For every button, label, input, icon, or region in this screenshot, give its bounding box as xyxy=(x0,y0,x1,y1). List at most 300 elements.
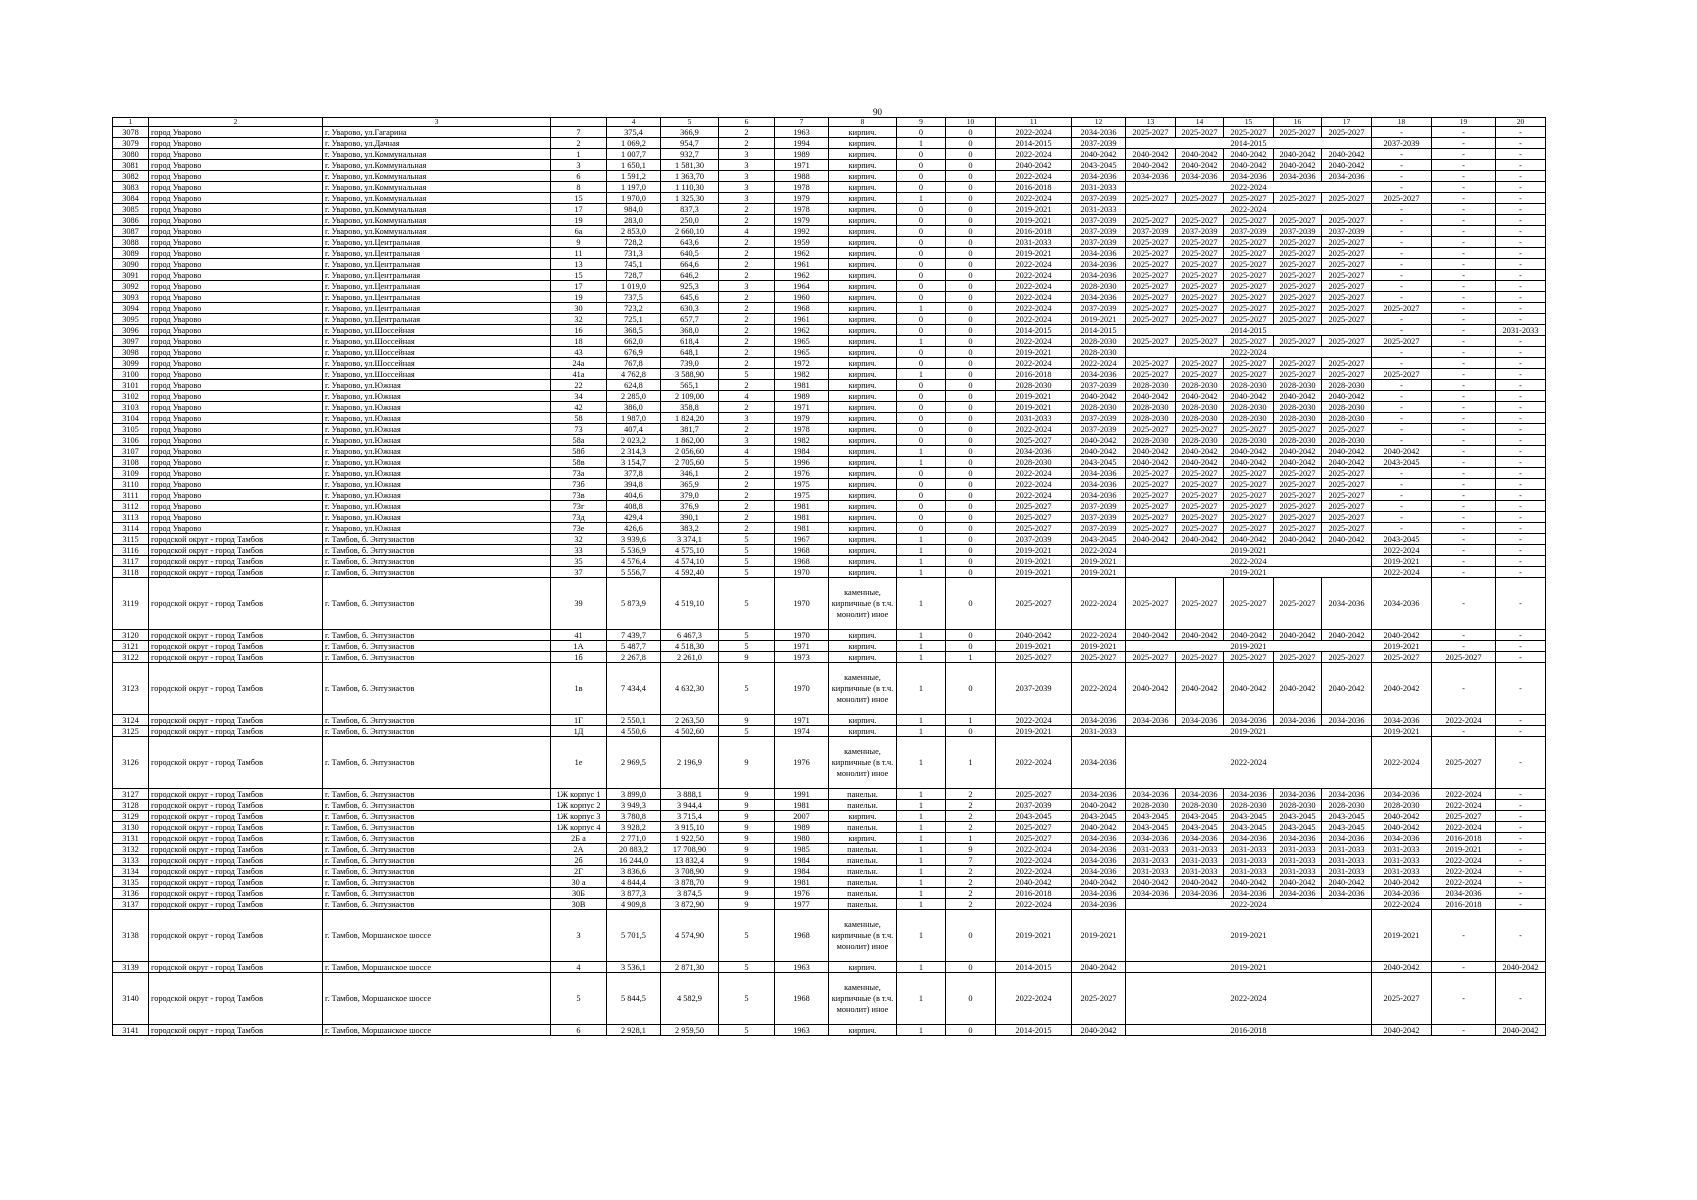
col9-cell: 1 xyxy=(897,303,946,314)
col9-cell: 0 xyxy=(897,402,946,413)
col11-period-cell: 2025-2027 xyxy=(996,652,1072,663)
col15-period-cell: 2025-2027 xyxy=(1224,578,1274,630)
floors-cell: 2 xyxy=(719,325,775,336)
col14-period-cell: 2040-2042 xyxy=(1176,391,1224,402)
total-area-cell: 676,9 xyxy=(607,347,661,358)
total-area-cell: 408,8 xyxy=(607,501,661,512)
house-number-cell: 13 xyxy=(551,259,607,270)
municipality-cell: городской округ - город Тамбов xyxy=(149,910,323,962)
address-cell: г. Тамбов, б. Энтузиастов xyxy=(323,545,551,556)
col11-period-cell: 2043-2045 xyxy=(996,811,1072,822)
row-number-cell: 3086 xyxy=(113,215,149,226)
house-number-cell: 15 xyxy=(551,193,607,204)
col11-period-cell: 2022-2024 xyxy=(996,314,1072,325)
total-area-cell: 1 019,0 xyxy=(607,281,661,292)
col19-period-cell: - xyxy=(1432,512,1496,523)
total-area-cell: 386,0 xyxy=(607,402,661,413)
total-area-cell: 2 285,0 xyxy=(607,391,661,402)
floors-cell: 9 xyxy=(719,866,775,877)
row-number-cell: 3129 xyxy=(113,811,149,822)
col20-period-cell: - xyxy=(1496,457,1546,468)
col19-period-cell: - xyxy=(1432,336,1496,347)
wall-material-cell: кирпич. xyxy=(829,325,897,336)
year-built-cell: 1992 xyxy=(775,226,829,237)
col9-cell: 1 xyxy=(897,822,946,833)
col15-period-cell: 2028-2030 xyxy=(1224,402,1274,413)
floors-cell: 5 xyxy=(719,1025,775,1036)
address-cell: г. Уварово, ул.Центральная xyxy=(323,281,551,292)
total-area-cell: 2 928,1 xyxy=(607,1025,661,1036)
column-header-5: 5 xyxy=(661,118,719,127)
living-area-cell: 3 715,4 xyxy=(661,811,719,822)
col12-period-cell: 2037-2039 xyxy=(1072,413,1126,424)
table-row xyxy=(113,855,1546,866)
table-row xyxy=(113,833,1546,844)
table-row xyxy=(113,556,1546,567)
row-number-cell: 3102 xyxy=(113,391,149,402)
living-area-cell: 932,7 xyxy=(661,149,719,160)
col14-period-cell: 2028-2030 xyxy=(1176,402,1224,413)
col18-period-cell: 2034-2036 xyxy=(1372,789,1432,800)
col10-cell: 0 xyxy=(946,523,996,534)
col20-period-cell: - xyxy=(1496,259,1546,270)
col15-period-cell: 2025-2027 xyxy=(1224,652,1274,663)
col18-period-cell: 2019-2021 xyxy=(1372,726,1432,737)
municipality-cell: городской округ - город Тамбов xyxy=(149,973,323,1025)
total-area-cell: 394,8 xyxy=(607,479,661,490)
col18-period-cell: 2034-2036 xyxy=(1372,888,1432,899)
col12-period-cell: 2040-2042 xyxy=(1072,149,1126,160)
col9-cell: 1 xyxy=(897,1025,946,1036)
col16-period-cell: 2025-2027 xyxy=(1274,127,1322,138)
col10-cell: 2 xyxy=(946,811,996,822)
col10-cell: 2 xyxy=(946,899,996,910)
col9-cell: 1 xyxy=(897,899,946,910)
address-cell: г. Уварово, ул.Коммунальная xyxy=(323,204,551,215)
total-area-cell: 4 576,4 xyxy=(607,556,661,567)
col17-period-cell: 2025-2027 xyxy=(1322,259,1372,270)
year-built-cell: 1963 xyxy=(775,127,829,138)
col11-period-cell: 2022-2024 xyxy=(996,281,1072,292)
house-number-cell: 30Б xyxy=(551,888,607,899)
col20-period-cell: - xyxy=(1496,138,1546,149)
col20-period-cell: - xyxy=(1496,347,1546,358)
year-built-cell: 1996 xyxy=(775,457,829,468)
col14-period-cell: 2025-2027 xyxy=(1176,259,1224,270)
living-area-cell: 739,0 xyxy=(661,358,719,369)
col10-cell: 0 xyxy=(946,193,996,204)
col14-period-cell: 2025-2027 xyxy=(1176,358,1224,369)
living-area-cell: 4 582,9 xyxy=(661,973,719,1025)
year-built-cell: 1984 xyxy=(775,446,829,457)
wall-material-cell: каменные, кирпичные (в т.ч. монолит) иное xyxy=(829,737,897,789)
row-number-cell: 3080 xyxy=(113,149,149,160)
address-cell: г. Тамбов, б. Энтузиастов xyxy=(323,737,551,789)
table-row xyxy=(113,479,1546,490)
total-area-cell: 7 434,4 xyxy=(607,663,661,715)
col11-period-cell: 2016-2018 xyxy=(996,226,1072,237)
col18-period-cell: 2031-2033 xyxy=(1372,866,1432,877)
col16-period-cell: 2043-2045 xyxy=(1274,822,1322,833)
col14-period-cell: 2025-2027 xyxy=(1176,292,1224,303)
col16-period-cell: 2037-2039 xyxy=(1274,226,1322,237)
floors-cell: 5 xyxy=(719,534,775,545)
row-number-cell: 3106 xyxy=(113,435,149,446)
col13-period-cell: 2025-2027 xyxy=(1126,424,1176,435)
address-cell: г. Уварово, ул.Центральная xyxy=(323,259,551,270)
wall-material-cell: панельн. xyxy=(829,899,897,910)
address-cell: г. Уварово, ул.Центральная xyxy=(323,270,551,281)
col19-period-cell: 2025-2027 xyxy=(1432,811,1496,822)
col15-period-cell: 2025-2027 xyxy=(1224,358,1274,369)
col16-period-cell: 2034-2036 xyxy=(1274,833,1322,844)
row-number-cell: 3137 xyxy=(113,899,149,910)
col20-period-cell: - xyxy=(1496,292,1546,303)
col11-period-cell: 2025-2027 xyxy=(996,833,1072,844)
col14-period-cell: 2028-2030 xyxy=(1176,413,1224,424)
wall-material-cell: панельн. xyxy=(829,844,897,855)
row-number-cell: 3139 xyxy=(113,962,149,973)
floors-cell: 5 xyxy=(719,630,775,641)
address-cell: г. Уварово, ул.Шоссейная xyxy=(323,369,551,380)
row-number-cell: 3141 xyxy=(113,1025,149,1036)
col10-cell: 9 xyxy=(946,844,996,855)
address-cell: г. Тамбов, б. Энтузиастов xyxy=(323,877,551,888)
house-number-cell: 22 xyxy=(551,380,607,391)
address-cell: г. Тамбов, б. Энтузиастов xyxy=(323,715,551,726)
col18-period-cell: 2019-2021 xyxy=(1372,910,1432,962)
col17-period-cell: 2025-2027 xyxy=(1322,479,1372,490)
table-row xyxy=(113,127,1546,138)
municipality-cell: город Уварово xyxy=(149,380,323,391)
wall-material-cell: кирпич. xyxy=(829,281,897,292)
municipality-cell: город Уварово xyxy=(149,435,323,446)
col18-period-cell: - xyxy=(1372,435,1432,446)
address-cell: г. Тамбов, б. Энтузиастов xyxy=(323,556,551,567)
col11-period-cell: 2014-2015 xyxy=(996,962,1072,973)
address-cell: г. Уварово, ул.Центральная xyxy=(323,303,551,314)
col15-period-cell: 2025-2027 xyxy=(1224,259,1274,270)
col9-cell: 0 xyxy=(897,391,946,402)
col20-period-cell: - xyxy=(1496,358,1546,369)
house-number-cell: 1 xyxy=(551,149,607,160)
col15-period-cell: 2025-2027 xyxy=(1224,523,1274,534)
col16-period-cell: 2025-2027 xyxy=(1274,468,1322,479)
floors-cell: 3 xyxy=(719,193,775,204)
col10-cell: 0 xyxy=(946,127,996,138)
col18-period-cell: - xyxy=(1372,182,1432,193)
living-area-cell: 3 874,5 xyxy=(661,888,719,899)
col15-period-cell: 2025-2027 xyxy=(1224,424,1274,435)
col9-cell: 0 xyxy=(897,160,946,171)
floors-cell: 2 xyxy=(719,490,775,501)
col20-period-cell: - xyxy=(1496,973,1546,1025)
year-built-cell: 1976 xyxy=(775,468,829,479)
house-number-cell: 58в xyxy=(551,457,607,468)
col12-period-cell: 2022-2024 xyxy=(1072,578,1126,630)
municipality-cell: городской округ - город Тамбов xyxy=(149,844,323,855)
col17-period-cell: 2031-2033 xyxy=(1322,844,1372,855)
row-number-cell: 3130 xyxy=(113,822,149,833)
table-row xyxy=(113,910,1546,962)
total-area-cell: 725,1 xyxy=(607,314,661,325)
table-row xyxy=(113,303,1546,314)
municipality-cell: город Уварово xyxy=(149,501,323,512)
col13-17-merged-period-cell: 2022-2024 xyxy=(1126,347,1372,358)
col19-period-cell: - xyxy=(1432,369,1496,380)
col11-period-cell: 2022-2024 xyxy=(996,171,1072,182)
col20-period-cell: - xyxy=(1496,226,1546,237)
col20-period-cell: - xyxy=(1496,844,1546,855)
living-area-cell: 1 824,20 xyxy=(661,413,719,424)
col19-period-cell: - xyxy=(1432,663,1496,715)
wall-material-cell: кирпич. xyxy=(829,226,897,237)
address-cell: г. Уварово, ул.Коммунальная xyxy=(323,193,551,204)
col11-period-cell: 2022-2024 xyxy=(996,899,1072,910)
municipality-cell: город Уварово xyxy=(149,204,323,215)
col9-cell: 1 xyxy=(897,630,946,641)
year-built-cell: 1982 xyxy=(775,435,829,446)
row-number-cell: 3089 xyxy=(113,248,149,259)
col14-period-cell: 2025-2027 xyxy=(1176,215,1224,226)
row-number-cell: 3098 xyxy=(113,347,149,358)
col12-period-cell: 2034-2036 xyxy=(1072,866,1126,877)
col11-period-cell: 2016-2018 xyxy=(996,369,1072,380)
col13-period-cell: 2025-2027 xyxy=(1126,270,1176,281)
col15-period-cell: 2040-2042 xyxy=(1224,149,1274,160)
floors-cell: 2 xyxy=(719,523,775,534)
col15-period-cell: 2025-2027 xyxy=(1224,292,1274,303)
col16-period-cell: 2025-2027 xyxy=(1274,259,1322,270)
year-built-cell: 1965 xyxy=(775,336,829,347)
row-number-cell: 3111 xyxy=(113,490,149,501)
address-cell: г. Тамбов, б. Энтузиастов xyxy=(323,726,551,737)
col11-period-cell: 2022-2024 xyxy=(996,844,1072,855)
row-number-cell: 3081 xyxy=(113,160,149,171)
row-number-cell: 3090 xyxy=(113,259,149,270)
table-row xyxy=(113,369,1546,380)
wall-material-cell: кирпич. xyxy=(829,336,897,347)
col10-cell: 0 xyxy=(946,468,996,479)
wall-material-cell: кирпич. xyxy=(829,193,897,204)
address-cell: г. Уварово, ул.Южная xyxy=(323,479,551,490)
col18-period-cell: - xyxy=(1372,490,1432,501)
col10-cell: 0 xyxy=(946,380,996,391)
total-area-cell: 4 909,8 xyxy=(607,899,661,910)
col18-period-cell: 2040-2042 xyxy=(1372,811,1432,822)
table-row xyxy=(113,193,1546,204)
total-area-cell: 3 949,3 xyxy=(607,800,661,811)
total-area-cell: 2 267,8 xyxy=(607,652,661,663)
year-built-cell: 1961 xyxy=(775,314,829,325)
address-cell: г. Тамбов, б. Энтузиастов xyxy=(323,652,551,663)
col13-period-cell: 2025-2027 xyxy=(1126,468,1176,479)
row-number-cell: 3092 xyxy=(113,281,149,292)
living-area-cell: 646,2 xyxy=(661,270,719,281)
col12-period-cell: 2040-2042 xyxy=(1072,877,1126,888)
total-area-cell: 1 650,1 xyxy=(607,160,661,171)
floors-cell: 5 xyxy=(719,962,775,973)
col11-period-cell: 2014-2015 xyxy=(996,325,1072,336)
municipality-cell: городской округ - город Тамбов xyxy=(149,556,323,567)
total-area-cell: 4 844,4 xyxy=(607,877,661,888)
col11-period-cell: 2022-2024 xyxy=(996,127,1072,138)
col10-cell: 0 xyxy=(946,663,996,715)
col20-period-cell: - xyxy=(1496,215,1546,226)
floors-cell: 9 xyxy=(719,811,775,822)
col17-period-cell: 2034-2036 xyxy=(1322,171,1372,182)
total-area-cell: 4 550,6 xyxy=(607,726,661,737)
living-area-cell: 3 888,1 xyxy=(661,789,719,800)
address-cell: г. Тамбов, б. Энтузиастов xyxy=(323,789,551,800)
table-row xyxy=(113,347,1546,358)
col16-period-cell: 2025-2027 xyxy=(1274,652,1322,663)
living-area-cell: 376,9 xyxy=(661,501,719,512)
floors-cell: 5 xyxy=(719,545,775,556)
col16-period-cell: 2040-2042 xyxy=(1274,446,1322,457)
floors-cell: 2 xyxy=(719,358,775,369)
col10-cell: 0 xyxy=(946,314,996,325)
row-number-cell: 3131 xyxy=(113,833,149,844)
col18-period-cell: - xyxy=(1372,424,1432,435)
col14-period-cell: 2025-2027 xyxy=(1176,193,1224,204)
floors-cell: 5 xyxy=(719,556,775,567)
wall-material-cell: кирпич. xyxy=(829,1025,897,1036)
municipality-cell: город Уварово xyxy=(149,314,323,325)
col10-cell: 0 xyxy=(946,457,996,468)
col19-period-cell: 2022-2024 xyxy=(1432,800,1496,811)
col13-period-cell: 2025-2027 xyxy=(1126,358,1176,369)
col14-period-cell: 2040-2042 xyxy=(1176,446,1224,457)
col11-period-cell: 2022-2024 xyxy=(996,270,1072,281)
col12-period-cell: 2025-2027 xyxy=(1072,652,1126,663)
year-built-cell: 1974 xyxy=(775,726,829,737)
col20-period-cell: - xyxy=(1496,193,1546,204)
address-cell: г. Тамбов, б. Энтузиастов xyxy=(323,534,551,545)
col16-period-cell: 2034-2036 xyxy=(1274,715,1322,726)
year-built-cell: 1978 xyxy=(775,182,829,193)
col14-period-cell: 2037-2039 xyxy=(1176,226,1224,237)
municipality-cell: город Уварово xyxy=(149,193,323,204)
col17-period-cell: 2040-2042 xyxy=(1322,663,1372,715)
col18-period-cell: 2031-2033 xyxy=(1372,844,1432,855)
col12-period-cell: 2034-2036 xyxy=(1072,270,1126,281)
floors-cell: 9 xyxy=(719,737,775,789)
table-row xyxy=(113,663,1546,715)
living-area-cell: 640,5 xyxy=(661,248,719,259)
col18-period-cell: - xyxy=(1372,391,1432,402)
table-row xyxy=(113,800,1546,811)
total-area-cell: 3 899,0 xyxy=(607,789,661,800)
year-built-cell: 1981 xyxy=(775,512,829,523)
address-cell: г. Тамбов, Моршанское шоссе xyxy=(323,1025,551,1036)
col13-17-merged-period-cell: 2014-2015 xyxy=(1126,325,1372,336)
col9-cell: 1 xyxy=(897,641,946,652)
col9-cell: 1 xyxy=(897,457,946,468)
floors-cell: 5 xyxy=(719,726,775,737)
col20-period-cell: - xyxy=(1496,523,1546,534)
floors-cell: 9 xyxy=(719,715,775,726)
col13-17-merged-period-cell: 2022-2024 xyxy=(1126,737,1372,789)
table-row xyxy=(113,457,1546,468)
col19-period-cell: - xyxy=(1432,270,1496,281)
col11-period-cell: 2019-2021 xyxy=(996,910,1072,962)
col13-17-merged-period-cell: 2022-2024 xyxy=(1126,204,1372,215)
wall-material-cell: кирпич. xyxy=(829,314,897,325)
col18-period-cell: 2040-2042 xyxy=(1372,962,1432,973)
house-number-cell: 32 xyxy=(551,314,607,325)
col17-period-cell: 2025-2027 xyxy=(1322,314,1372,325)
wall-material-cell: панельн. xyxy=(829,789,897,800)
year-built-cell: 1981 xyxy=(775,380,829,391)
floors-cell: 5 xyxy=(719,973,775,1025)
col10-cell: 0 xyxy=(946,545,996,556)
wall-material-cell: кирпич. xyxy=(829,501,897,512)
col11-period-cell: 2022-2024 xyxy=(996,193,1072,204)
address-cell: г. Тамбов, б. Энтузиастов xyxy=(323,833,551,844)
col20-period-cell: - xyxy=(1496,149,1546,160)
table-row xyxy=(113,523,1546,534)
col17-period-cell: 2043-2045 xyxy=(1322,811,1372,822)
municipality-cell: городской округ - город Тамбов xyxy=(149,877,323,888)
address-cell: г. Уварово, ул.Коммунальная xyxy=(323,226,551,237)
table-row xyxy=(113,358,1546,369)
col17-period-cell: 2025-2027 xyxy=(1322,292,1372,303)
col18-period-cell: 2043-2045 xyxy=(1372,457,1432,468)
col9-cell: 1 xyxy=(897,866,946,877)
living-area-cell: 2 196,9 xyxy=(661,737,719,789)
address-cell: г. Тамбов, б. Энтузиастов xyxy=(323,866,551,877)
col18-period-cell: 2043-2045 xyxy=(1372,534,1432,545)
row-number-cell: 3094 xyxy=(113,303,149,314)
year-built-cell: 1960 xyxy=(775,292,829,303)
living-area-cell: 618,4 xyxy=(661,336,719,347)
col9-cell: 0 xyxy=(897,215,946,226)
municipality-cell: город Уварово xyxy=(149,457,323,468)
col18-period-cell: 2025-2027 xyxy=(1372,303,1432,314)
col20-period-cell: - xyxy=(1496,479,1546,490)
col16-period-cell: 2025-2027 xyxy=(1274,523,1322,534)
col12-period-cell: 2037-2039 xyxy=(1072,215,1126,226)
row-number-cell: 3109 xyxy=(113,468,149,479)
col19-period-cell: - xyxy=(1432,534,1496,545)
col13-period-cell: 2040-2042 xyxy=(1126,663,1176,715)
table-row xyxy=(113,149,1546,160)
row-number-cell: 3133 xyxy=(113,855,149,866)
total-area-cell: 407,4 xyxy=(607,424,661,435)
col18-period-cell: - xyxy=(1372,171,1432,182)
floors-cell: 2 xyxy=(719,512,775,523)
total-area-cell: 1 987,0 xyxy=(607,413,661,424)
house-number-cell: 73е xyxy=(551,523,607,534)
total-area-cell: 5 556,7 xyxy=(607,567,661,578)
house-number-cell: 73б xyxy=(551,479,607,490)
col14-period-cell: 2040-2042 xyxy=(1176,534,1224,545)
col9-cell: 1 xyxy=(897,737,946,789)
wall-material-cell: кирпич. xyxy=(829,652,897,663)
col19-period-cell: - xyxy=(1432,490,1496,501)
col19-period-cell: - xyxy=(1432,962,1496,973)
municipality-cell: городской округ - город Тамбов xyxy=(149,855,323,866)
col15-period-cell: 2025-2027 xyxy=(1224,215,1274,226)
row-number-cell: 3082 xyxy=(113,171,149,182)
col18-period-cell: 2040-2042 xyxy=(1372,877,1432,888)
house-number-cell: 2А xyxy=(551,844,607,855)
municipality-cell: городской округ - город Тамбов xyxy=(149,833,323,844)
col17-period-cell: 2034-2036 xyxy=(1322,715,1372,726)
col13-period-cell: 2028-2030 xyxy=(1126,800,1176,811)
col17-period-cell: 2028-2030 xyxy=(1322,413,1372,424)
